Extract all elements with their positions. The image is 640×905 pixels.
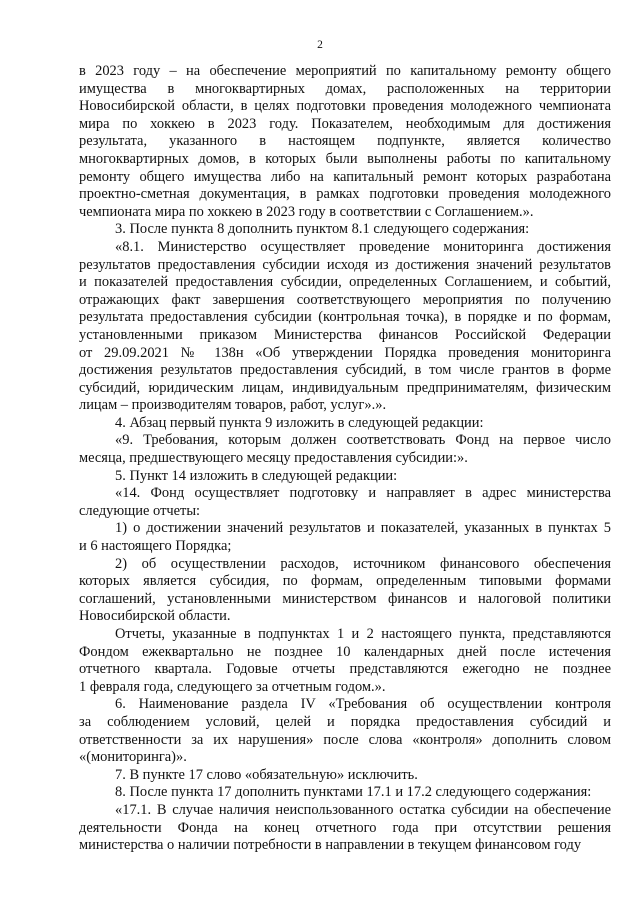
paragraph-line: месяца, предшествующего месяцу предоставления субсидии:». — [79, 450, 468, 467]
paragraph-line: 8. После пункта 17 дополнить пунктами 17.1 и 17.2 следующего содержания: — [115, 784, 592, 801]
paragraph-line: за соблюдением условий, целей и порядка предоставления субсидий и — [79, 713, 611, 730]
paragraph-line: субсидий, юридическим лицам, индивидуальным предпринимателям, физическим — [79, 379, 611, 396]
paragraph-line: отчетного квартала. Годовые отчеты представляются ежегодно не позднее — [79, 661, 611, 678]
paragraph-line: следующие отчеты: — [79, 502, 201, 519]
paragraph-line: «9. Требования, которым должен соответствовать Фонд на первое число — [115, 432, 611, 449]
paragraph-line: деятельности Фонда на конец отчетного года при отсутствии решения — [79, 819, 611, 836]
paragraph-line: министерства о наличии потребности в направлении в текущем финансовом году — [79, 837, 582, 854]
paragraph-line: 3. После пункта 8 дополнить пунктом 8.1 следующего содержания: — [115, 221, 530, 238]
paragraph-line: имущества в многоквартирных домах, расположенных на территории — [79, 80, 611, 97]
paragraph-line: соглашений, установленными министерством финансов и налоговой политики — [79, 590, 611, 607]
paragraph-line: ремонту общего имущества либо на капитальный ремонт которых разработана — [79, 168, 611, 185]
paragraph-line: результатов предоставления субсидии исходя из достижения значений результатов — [79, 256, 611, 273]
paragraph-line: Фондом ежеквартально не позднее 10 календарных дней после истечения — [79, 643, 611, 660]
paragraph-line: 6. Наименование раздела IV «Требования об осуществлении контроля — [115, 696, 611, 713]
paragraph-line: в 2023 году – на обеспечение мероприятий по капитальному ремонту общего — [79, 63, 611, 79]
paragraph-line: «8.1. Министерство осуществляет проведение мониторинга достижения — [115, 238, 611, 255]
paragraph-line: 4. Абзац первый пункта 9 изложить в следующей редакции: — [115, 414, 484, 431]
paragraph-line: и 6 настоящего Порядка; — [79, 538, 232, 555]
paragraph-line: ответственности за их нарушения» после слова «контроля» дополнить словом — [79, 731, 611, 748]
page-number: 2 — [317, 39, 323, 51]
paragraph-line: 5. Пункт 14 изложить в следующей редакции: — [115, 467, 398, 484]
paragraph-line: установленными приказом Министерства финансов Российской Федерации — [79, 326, 611, 343]
paragraph-line: «17.1. В случае наличия неиспользованного остатка субсидии на обеспечение — [115, 801, 611, 818]
paragraph-line: лицам – производителям товаров, работ, услуг».». — [79, 397, 387, 414]
document-body — [79, 63, 611, 855]
paragraph-line: результата, указанного в настоящем подпункте, является количество — [79, 133, 611, 150]
paragraph-line: Новосибирской области. — [79, 608, 231, 625]
paragraph-line: мира по хоккею в 2023 году. Показателем, необходимым для достижения — [79, 115, 611, 132]
paragraph-line: 1) о достижении значений результатов и показателей, указанных в пунктах 5 — [115, 520, 611, 537]
paragraph-line: отражающих факт завершения соответствующего мероприятия по получению — [79, 291, 611, 308]
paragraph-line: «14. Фонд осуществляет подготовку и направляет в адрес министерства — [115, 485, 611, 502]
paragraph-line: Отчеты, указанные в подпунктах 1 и 2 настоящего пункта, представляются — [115, 626, 611, 642]
paragraph-line: которых является субсидия, по формам, определенным типовыми формами — [79, 573, 611, 590]
paragraph-line: «(мониторинга)». — [79, 749, 187, 766]
paragraph-line: многоквартирных домов, в которых были выполнены работы по капитальному — [79, 150, 611, 167]
paragraph-line: 2) об осуществлении расходов, источником финансового обеспечения — [115, 555, 611, 572]
paragraph-line: 1 февраля года, следующего за отчетным годом.». — [79, 678, 386, 695]
paragraph-line: 7. В пункте 17 слово «обязательную» исключить. — [115, 766, 418, 783]
paragraph-line: результата предоставления субсидии (контрольная точка), в порядке и по формам, — [79, 309, 611, 326]
paragraph-line: чемпионата мира по хоккею в 2023 году в соответствии с Соглашением.». — [79, 203, 534, 220]
paragraph-line: достижения результатов предоставления субсидий, в том числе грантов в форме — [79, 362, 611, 379]
paragraph-line: проектно-сметная документация, в рамках подготовки проведения молодежного — [79, 186, 611, 203]
paragraph-line: и показателей предоставления субсидии, определенных Соглашением, и событий, — [79, 274, 611, 291]
paragraph-line: от 29.09.2021 № 138н «Об утверждении Порядка проведения мониторинга — [79, 344, 611, 361]
paragraph-line: Новосибирской области, в целях подготовки проведения молодежного чемпионата — [79, 98, 611, 115]
